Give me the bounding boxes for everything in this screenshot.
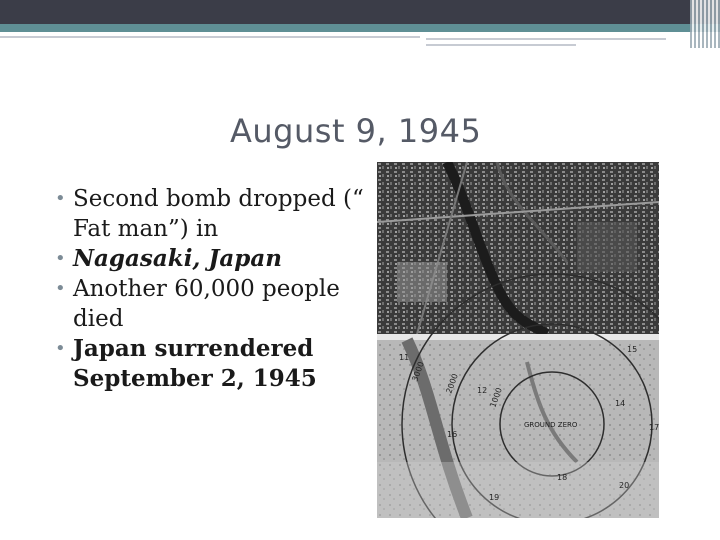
top-stripes-decoration — [690, 0, 720, 48]
map-number: 18 — [557, 473, 568, 482]
map-number: 17 — [649, 423, 659, 432]
top-banner-accent — [0, 24, 720, 32]
decorative-line — [426, 38, 666, 40]
bullet-item — [55, 334, 365, 394]
map-number: 14 — [615, 399, 626, 408]
ground-zero-label: GROUND ZERO — [524, 421, 578, 429]
bullet-icon: • — [55, 278, 66, 299]
slide-title: August 9, 1945 — [230, 112, 482, 150]
bullet-item — [55, 244, 365, 274]
map-number: 11 — [399, 353, 410, 362]
decorative-line — [426, 44, 576, 46]
bullet-text: Second bomb dropped (“ Fat man”) in — [73, 186, 364, 242]
ring-label: 3000 — [410, 360, 426, 383]
bullet-text: Another 60,000 people died — [73, 276, 340, 332]
ring-label: 1000 — [488, 386, 504, 409]
ring-label: 2000 — [444, 372, 460, 395]
bullet-icon: • — [55, 338, 66, 359]
map-number: 20 — [619, 481, 630, 490]
bullet-item — [55, 274, 365, 334]
nagasaki-aerial-photo — [377, 162, 659, 518]
bullet-icon: • — [55, 248, 66, 269]
decorative-line — [0, 36, 420, 38]
bullet-icon: • — [55, 188, 66, 209]
top-banner — [0, 0, 720, 24]
bullet-text: Nagasaki, Japan — [73, 245, 282, 272]
map-number: 16 — [447, 430, 458, 439]
map-number: 19 — [489, 493, 500, 502]
map-number: 12 — [477, 386, 488, 395]
bullet-list — [55, 184, 365, 394]
map-number: 15 — [627, 345, 638, 354]
bullet-text: Japan surrendered September 2, 1945 — [73, 335, 317, 392]
bullet-item — [55, 184, 365, 244]
